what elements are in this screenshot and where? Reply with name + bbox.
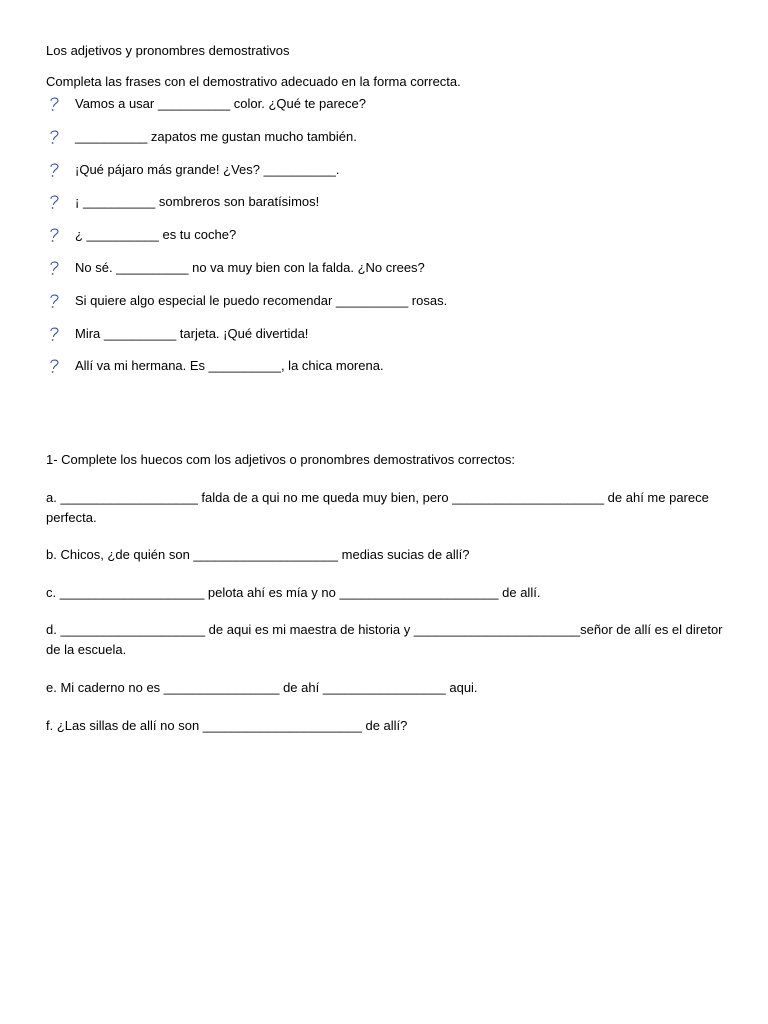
bullet-item-text: ¿ __________ es tu coche?: [75, 227, 237, 242]
exercise-b: b. Chicos, ¿de quién son ____________________ medias sucias de allí?: [46, 547, 470, 562]
bullet-item-text: ¡ __________ sombreros son baratísimos!: [75, 194, 320, 209]
bullet-item: [46, 95, 366, 113]
bullet-item: [46, 226, 236, 244]
bullet-item: [46, 357, 384, 375]
exercise-f: f. ¿Las sillas de allí no son ______________________ de allí?: [46, 718, 408, 733]
bullet-item-text: Allí va mi hermana. Es __________, la chica morena.: [75, 358, 384, 373]
question-mark-icon: [46, 292, 62, 310]
exercise-e: e. Mi caderno no es ________________ de ahí _________________ aqui.: [46, 680, 478, 695]
question-mark-icon: [46, 193, 62, 211]
document-title: Los adjetivos y pronombres demostrativos: [46, 43, 290, 58]
exercise-c: c. ____________________ pelota ahí es mía y no ______________________ de allí.: [46, 585, 541, 600]
question-mark-icon: [46, 226, 62, 244]
bullet-item-text: ¡Qué pájaro más grande! ¿Ves? __________.: [75, 162, 340, 177]
question-mark-icon: [46, 259, 62, 277]
exercise-d: d. ____________________ de aqui es mi maestra de historia y _______________________señor de allí es el diretor de la escuela.: [46, 622, 723, 657]
instructions: Completa las frases con el demostrativo adecuado en la forma correcta.: [46, 74, 461, 89]
section2-title: 1- Complete los huecos com los adjetivos o pronombres demostrativos correctos:: [46, 452, 515, 467]
bullet-item-text: Si quiere algo especial le puedo recomendar __________ rosas.: [75, 293, 448, 308]
bullet-item-text: __________ zapatos me gustan mucho también.: [75, 129, 357, 144]
bullet-item: [46, 128, 357, 146]
bullet-item: [46, 259, 425, 277]
bullet-item: [46, 161, 340, 179]
bullet-item-text: Mira __________ tarjeta. ¡Qué divertida!: [75, 326, 309, 341]
bullet-item: [46, 193, 319, 211]
question-mark-icon: [46, 325, 62, 343]
exercise-a: a. ___________________ falda de a qui no me queda muy bien, pero _____________________ de ahí me parece perfecta.: [46, 490, 709, 525]
bullet-item: [46, 325, 308, 343]
question-mark-icon: [46, 128, 62, 146]
bullet-item: [46, 292, 447, 310]
question-mark-icon: [46, 161, 62, 179]
bullet-item-text: Vamos a usar __________ color. ¿Qué te parece?: [75, 96, 367, 111]
question-mark-icon: [46, 95, 62, 113]
question-mark-icon: [46, 357, 62, 375]
bullet-item-text: No sé. __________ no va muy bien con la falda. ¿No crees?: [75, 260, 425, 275]
